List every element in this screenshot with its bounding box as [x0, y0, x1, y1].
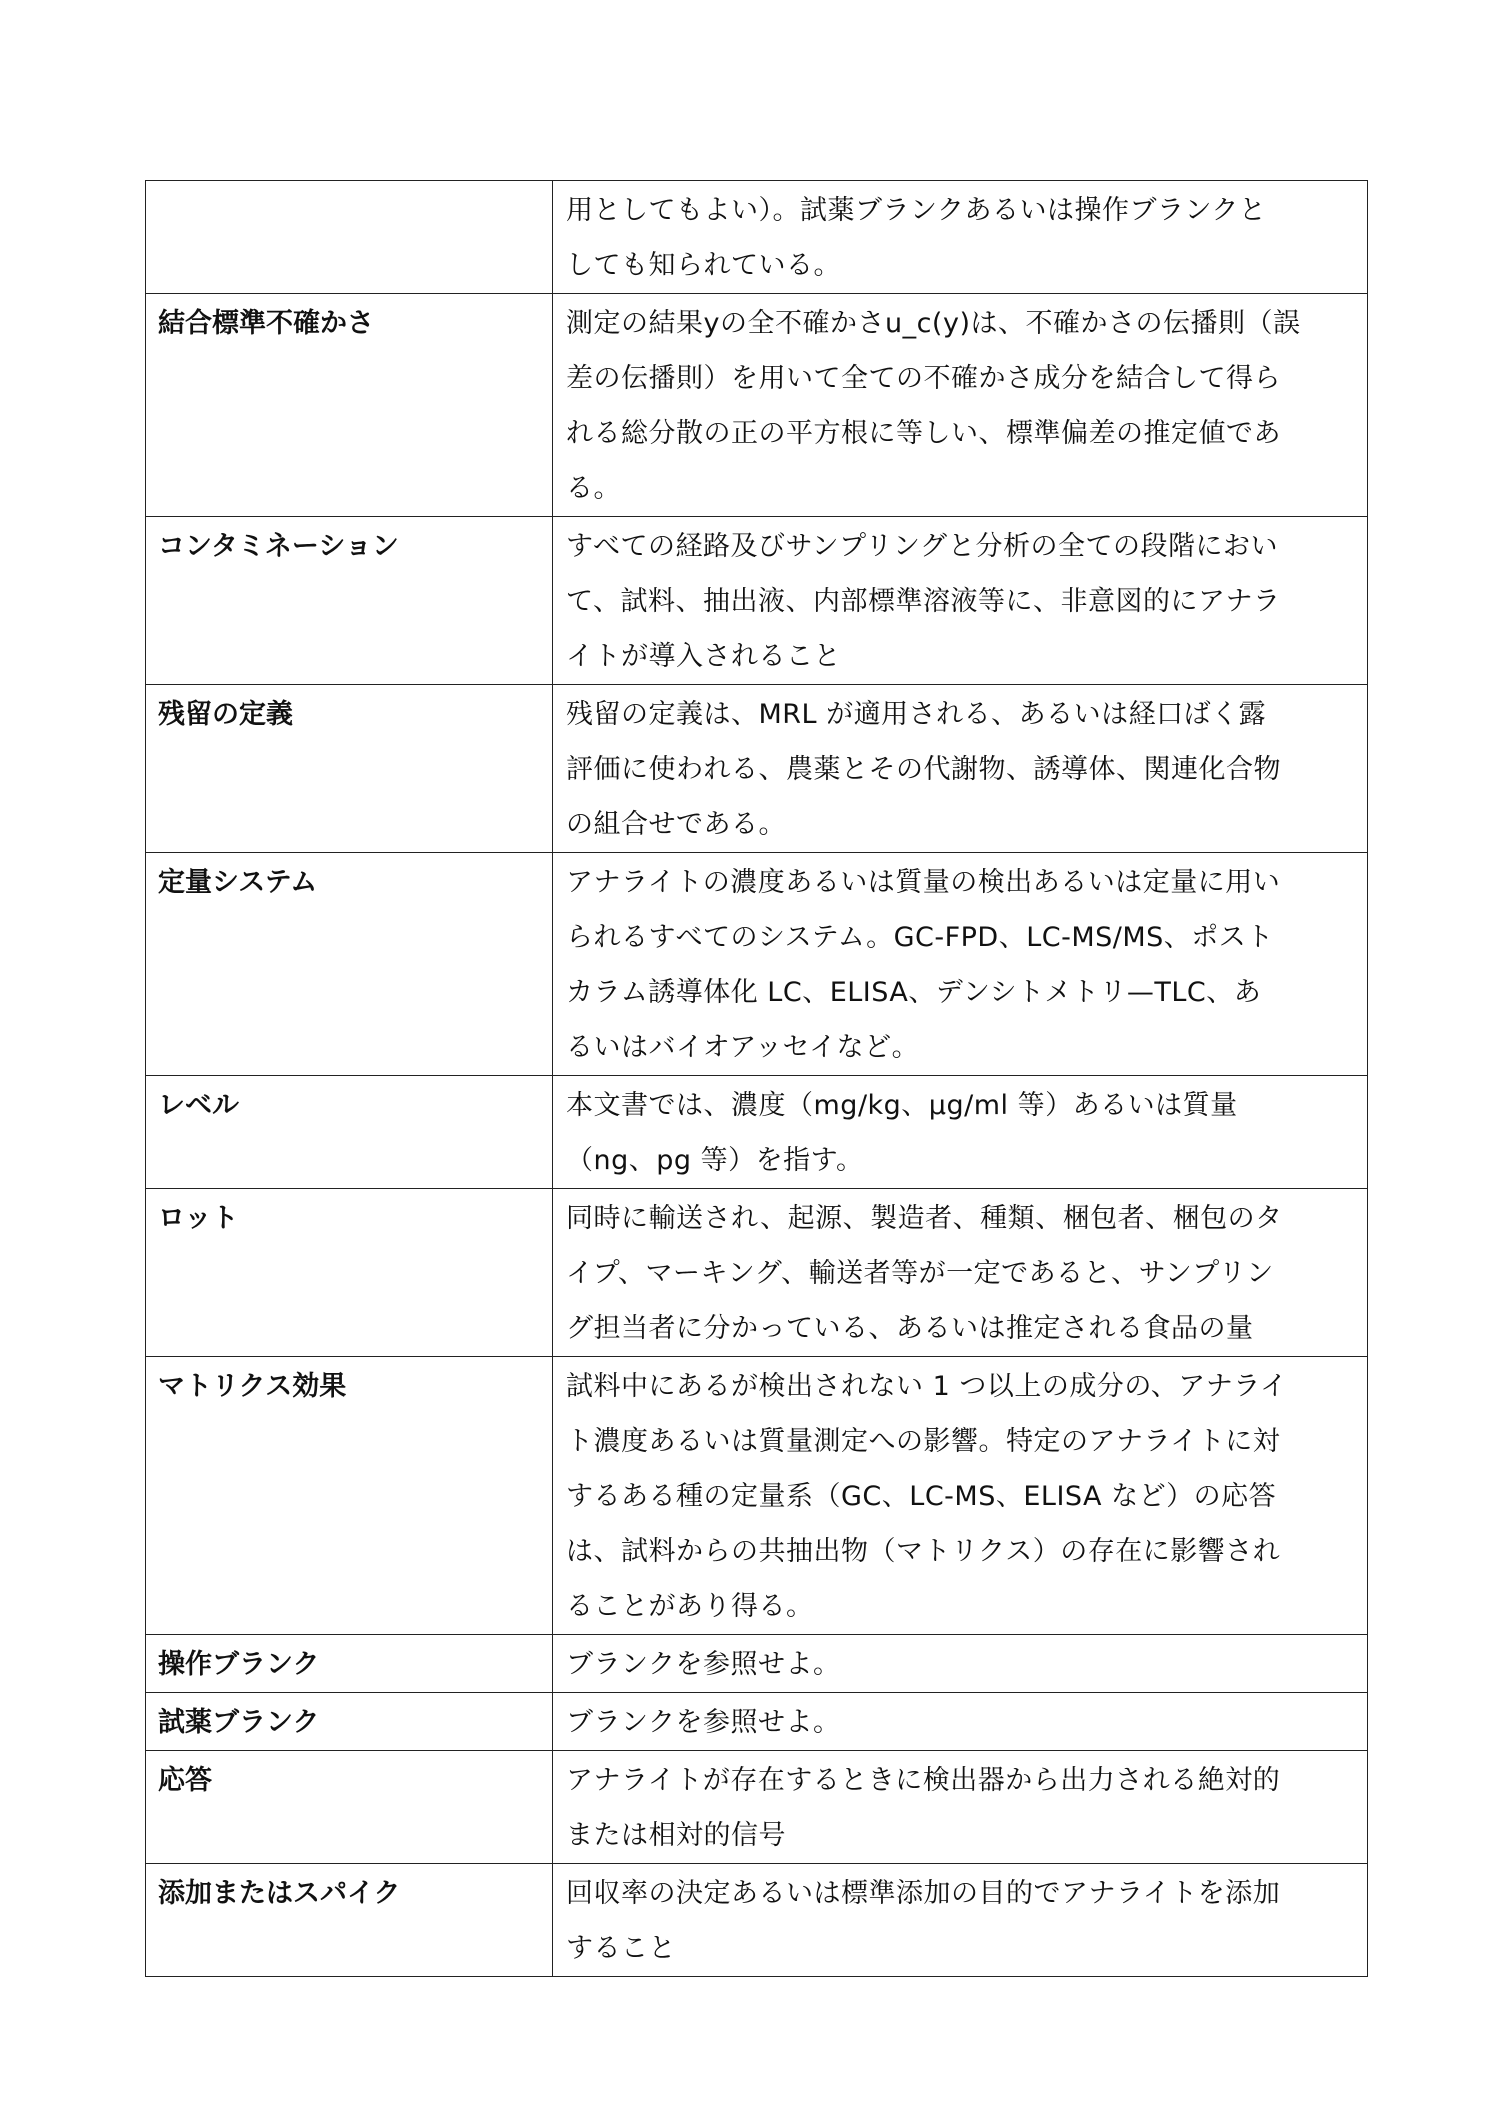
glossary-row — [146, 1076, 1368, 1189]
definition-line: 用としてもよい）。試薬ブランクあるいは操作ブランクと — [566, 195, 1267, 226]
definition-line: すべての経路及びサンプリングと分析の全ての段階におい — [566, 531, 1279, 562]
definition-line: の組合せである。 — [566, 809, 786, 840]
definition-line: 試料中にあるが検出されない 1 つ以上の成分の、アナライ — [566, 1371, 1288, 1402]
term-cell: レベル — [146, 1076, 553, 1189]
definition-cell — [553, 1189, 1368, 1357]
definition-cell — [553, 1076, 1368, 1189]
definition-cell — [553, 1751, 1368, 1864]
definition-line: て、試料、抽出液、内部標準溶液等に、非意図的にアナラ — [566, 586, 1281, 617]
term-cell: コンタミネーション — [146, 517, 553, 685]
glossary-row — [146, 853, 1368, 1076]
definition-cell — [553, 181, 1368, 294]
definition-line: アナライトが存在するときに検出器から出力される絶対的 — [566, 1765, 1281, 1796]
term-cell — [146, 181, 553, 294]
glossary-row — [146, 1864, 1368, 1977]
definition-cell — [553, 685, 1368, 853]
glossary-row — [146, 1357, 1368, 1635]
term-cell: 定量システム — [146, 853, 553, 1076]
definition-line: しても知られている。 — [566, 250, 841, 281]
definition-cell — [553, 294, 1368, 517]
term-cell: 操作ブランク — [146, 1635, 553, 1693]
definition-cell — [553, 853, 1368, 1076]
glossary-row — [146, 1189, 1368, 1357]
term-cell: 結合標準不確かさ — [146, 294, 553, 517]
glossary-row — [146, 1635, 1368, 1693]
definition-line: イトが導入されること — [566, 641, 841, 672]
glossary-table — [145, 180, 1368, 1977]
definition-cell — [553, 1693, 1368, 1751]
definition-line: 本文書では、濃度（mg/kg、μg/ml 等）あるいは質量 — [566, 1090, 1238, 1121]
glossary-row — [146, 181, 1368, 294]
definition-line: ブランクを参照せよ。 — [566, 1707, 841, 1738]
definition-line: ト濃度あるいは質量測定への影響。特定のアナライトに対 — [566, 1426, 1281, 1457]
definition-line: カラム誘導体化 LC、ELISA、デンシトメトリ—TLC、あ — [566, 977, 1262, 1008]
term-cell: 応答 — [146, 1751, 553, 1864]
definition-line: または相対的信号 — [566, 1820, 786, 1851]
definition-cell — [553, 1357, 1368, 1635]
term-cell: 残留の定義 — [146, 685, 553, 853]
term-cell: 試薬ブランク — [146, 1693, 553, 1751]
definition-line: イプ、マーキング、輸送者等が一定であると、サンプリン — [566, 1258, 1274, 1289]
glossary-row — [146, 1693, 1368, 1751]
definition-line: 同時に輸送され、起源、製造者、種類、梱包者、梱包のタ — [566, 1203, 1283, 1234]
glossary-row — [146, 685, 1368, 853]
definition-cell — [553, 1864, 1368, 1977]
definition-line: る。 — [566, 473, 621, 504]
definition-line: グ担当者に分かっている、あるいは推定される食品の量 — [566, 1313, 1254, 1344]
definition-line: するある種の定量系（GC、LC-MS、ELISA など）の応答 — [566, 1481, 1277, 1512]
definition-line: 回収率の決定あるいは標準添加の目的でアナライトを添加 — [566, 1878, 1281, 1909]
term-cell: ロット — [146, 1189, 553, 1357]
glossary-row — [146, 1751, 1368, 1864]
definition-line: れる総分散の正の平方根に等しい、標準偏差の推定値であ — [566, 418, 1281, 449]
definition-line: 測定の結果yの全不確かさu_c(y)は、不確かさの伝播則（誤 — [566, 308, 1301, 339]
glossary-row — [146, 294, 1368, 517]
definition-line: るいはバイオアッセイなど。 — [566, 1032, 920, 1063]
definition-line: ブランクを参照せよ。 — [566, 1649, 841, 1680]
definition-line: 残留の定義は、MRL が適用される、あるいは経口ばく露 — [566, 699, 1267, 730]
term-cell: マトリクス効果 — [146, 1357, 553, 1635]
term-cell: 添加またはスパイク — [146, 1864, 553, 1977]
definition-cell — [553, 517, 1368, 685]
glossary-body — [146, 181, 1368, 1977]
definition-line: ることがあり得る。 — [566, 1591, 814, 1622]
definition-line: られるすべてのシステム。GC-FPD、LC-MS/MS、ポスト — [566, 922, 1274, 953]
definition-line: すること — [566, 1933, 676, 1964]
definition-line: 差の伝播則）を用いて全ての不確かさ成分を結合して得ら — [566, 363, 1281, 394]
definition-cell — [553, 1635, 1368, 1693]
glossary-row — [146, 517, 1368, 685]
definition-line: は、試料からの共抽出物（マトリクス）の存在に影響され — [566, 1536, 1281, 1567]
definition-line: アナライトの濃度あるいは質量の検出あるいは定量に用い — [566, 867, 1281, 898]
definition-line: 評価に使われる、農薬とその代謝物、誘導体、関連化合物 — [566, 754, 1281, 785]
definition-line: （ng、pg 等）を指す。 — [566, 1145, 864, 1176]
